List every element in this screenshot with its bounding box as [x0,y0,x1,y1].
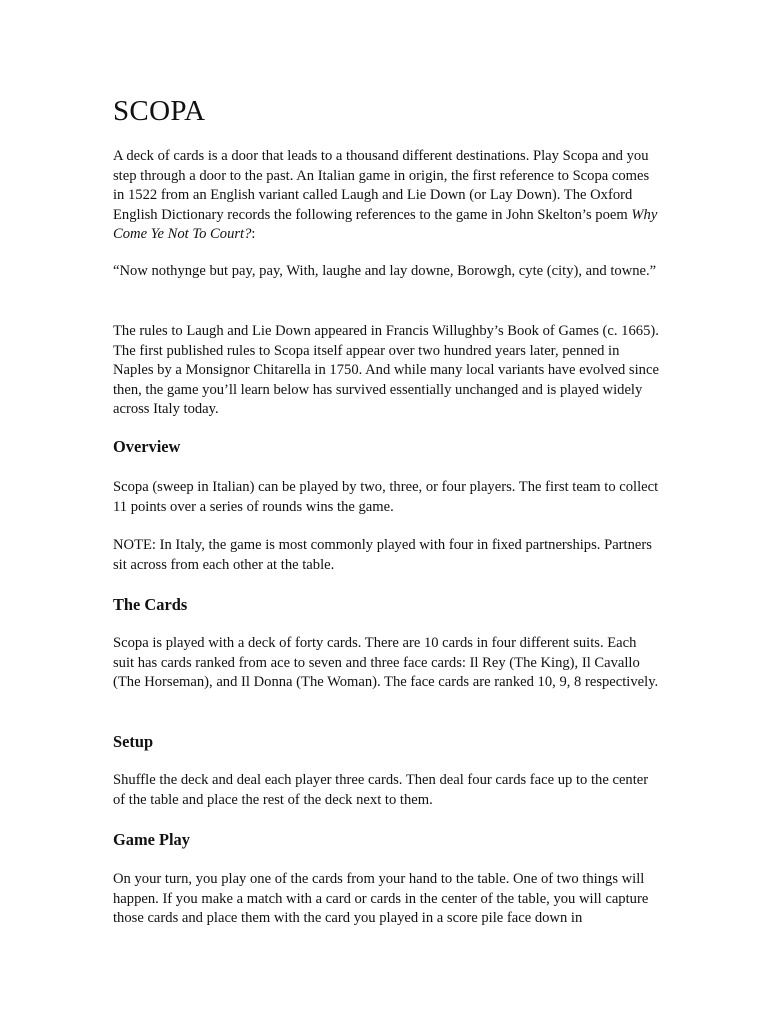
cards-heading: The Cards [113,595,188,614]
overview-heading: Overview [113,437,181,456]
gameplay-heading: Game Play [113,830,190,849]
intro-paragraph [113,147,661,245]
intro-text: A deck of cards is a door that leads to a thousand different destinations. Play Scopa and you step through a door to the past. An Italian game in origin, the first reference to Scopa comes in 1522 from an English variant called Laugh and Lie Down (or Lay Down). The Oxford English Dictionary records the following references to the game in John Skelton’s poem [113,148,650,223]
overview-note: NOTE: In Italy, the game is most commonly played with four in fixed partnerships. Partners sit across from each other at the table. [113,537,652,573]
setup-heading: Setup [113,732,154,751]
gameplay-paragraph: On your turn, you play one of the cards from your hand to the table. One of two things will happen. If you make a match with a card or cards in the center of the table, you will capture those cards and place them with the card you played in a score pile face down in [113,871,649,926]
overview-paragraph: Scopa (sweep in Italian) can be played by two, three, or four players. The first team to collect 11 points over a series of rounds wins the game. [113,479,659,515]
cards-paragraph: Scopa is played with a deck of forty cards. There are 10 cards in four different suits. Each suit has cards ranked from ace to seven and three face cards: Il Rey (The King), Il Cavallo (The Horseman), and Il Donna (The Woman). The face cards are ranked 10, 9, 8 respectively. [113,635,659,690]
setup-paragraph: Shuffle the deck and deal each player three cards. Then deal four cards face up to the center of the table and place the rest of the deck next to them. [113,772,649,808]
poem-title: Why Come Ye Not To Court? [113,206,658,242]
history-paragraph: The rules to Laugh and Lie Down appeared in Francis Willughby’s Book of Games (c. 1665). The first published rules to Scopa itself appear over two hundred years later, penned in Naples by a Monsignor Chitarella in 1750. And while many local variants have evolved since then, the game you’ll learn below has survived essentially unchanged and is played widely across Italy today. [113,323,659,417]
page-title: SCOPA [113,95,206,127]
intro-colon: : [251,226,256,242]
quote-paragraph: “Now nothynge but pay, pay, With, laughe and lay downe, Borowgh, cyte (city), and towne.” [113,263,657,279]
